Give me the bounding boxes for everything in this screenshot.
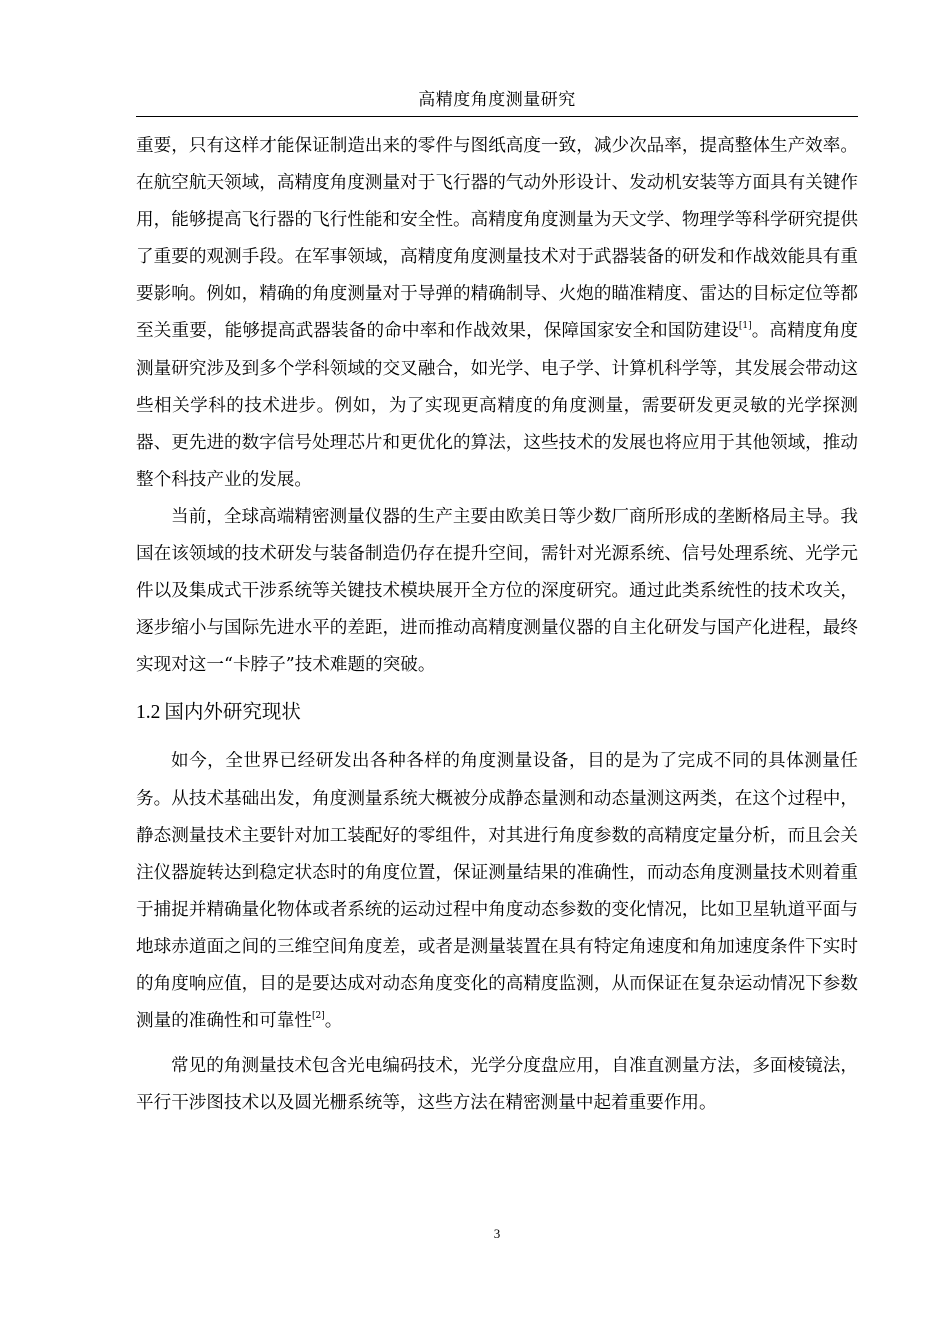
paragraph-text: 重要，只有这样才能保证制造出来的零件与图纸高度一致，减少次品率，提高整体生产效率。在航空航天领域，高精度角度测量对于飞行器的气动外形设计、发动机安装等方面具有关键作用，能够提高飞行器的飞行性能和安全性。高精度角度测量为天文学、物理学等科学研究提供了重要的观测手段。在军事领域，高精度角度测量技术对于武器装备的研发和作战效能具有重要影响。例如，精确的角度测量对于导弹的精确制导、火炮的瞄准精度、雷达的目标定位等都至关重要，能够提高武器装备的命中率和作战效果，保障国家安全和国防建设 bbox=[136, 136, 858, 342]
paragraph-text: 如今，全世界已经研发出各种各样的角度测量设备，目的是为了完成不同的具体测量任务。从技术基础出发，角度测量系统大概被分成静态量测和动态量测这两类，在这个过程中，静态测量技术主要针对加工装配好的零组件，对其进行角度参数的高精度定量分析，而且会关注仪器旋转达到稳定状态时的角度位置，保证测量结果的准确性，而动态角度测量技术则着重于捕捉并精确量化物体或者系统的运动过程中角度动态参数的变化情况，比如卫星轨道平面与地球赤道面之间的三维空间角度差，或者是测量装置在具有特定角速度和角加速度条件下实时的角度响应值，目的是要达成对动态角度变化的高精度监测，从而保证在复杂运动情况下参数测量的准确性和可靠性 bbox=[136, 751, 858, 1032]
section-number: 1.2 bbox=[136, 702, 161, 724]
running-header: 高精度角度测量研究 bbox=[418, 90, 576, 110]
paragraph-text: 。 bbox=[324, 1011, 343, 1032]
paragraph-text: 。高精度角度测量研究涉及到多个学科领域的交叉融合，如光学、电子学、计算机科学等，其发展会带动这些相关学科的技术进步。例如，为了实现更高精度的角度测量，需要研发更灵敏的光学探测器、更先进的数字信号处理芯片和更优化的算法，这些技术的发展也将应用于其他领域，推动整个科技产业的发展。 bbox=[136, 321, 858, 490]
section-title: 国内外研究现状 bbox=[164, 700, 301, 724]
section-heading bbox=[136, 694, 858, 731]
header-rule bbox=[136, 116, 858, 117]
paragraph-significance bbox=[136, 128, 858, 499]
citation-ref: [1] bbox=[738, 321, 752, 332]
citation-ref: [2] bbox=[311, 1011, 325, 1022]
body-text bbox=[136, 128, 858, 1122]
paragraph-measurement-types bbox=[136, 743, 858, 1040]
page-number: 3 bbox=[493, 1226, 501, 1241]
paragraph-current-status: 当前，全球高端精密测量仪器的生产主要由欧美日等少数厂商所形成的垄断格局主导。我国在该领域的技术研发与装备制造仍存在提升空间，需针对光源系统、信号处理系统、光学元件以及集成式干涉系统等关键技术模块展开全方位的深度研究。通过此类系统性的技术攻关，逐步缩小与国际先进水平的差距，进而推动高精度测量仪器的自主化研发与国产化进程，最终实现对这一“卡脖子”技术难题的突破。 bbox=[136, 506, 858, 676]
paragraph-common-techniques: 常见的角测量技术包含光电编码技术，光学分度盘应用，自准直测量方法，多面棱镜法，平行干涉图技术以及圆光栅系统等，这些方法在精密测量中起着重要作用。 bbox=[136, 1056, 858, 1114]
